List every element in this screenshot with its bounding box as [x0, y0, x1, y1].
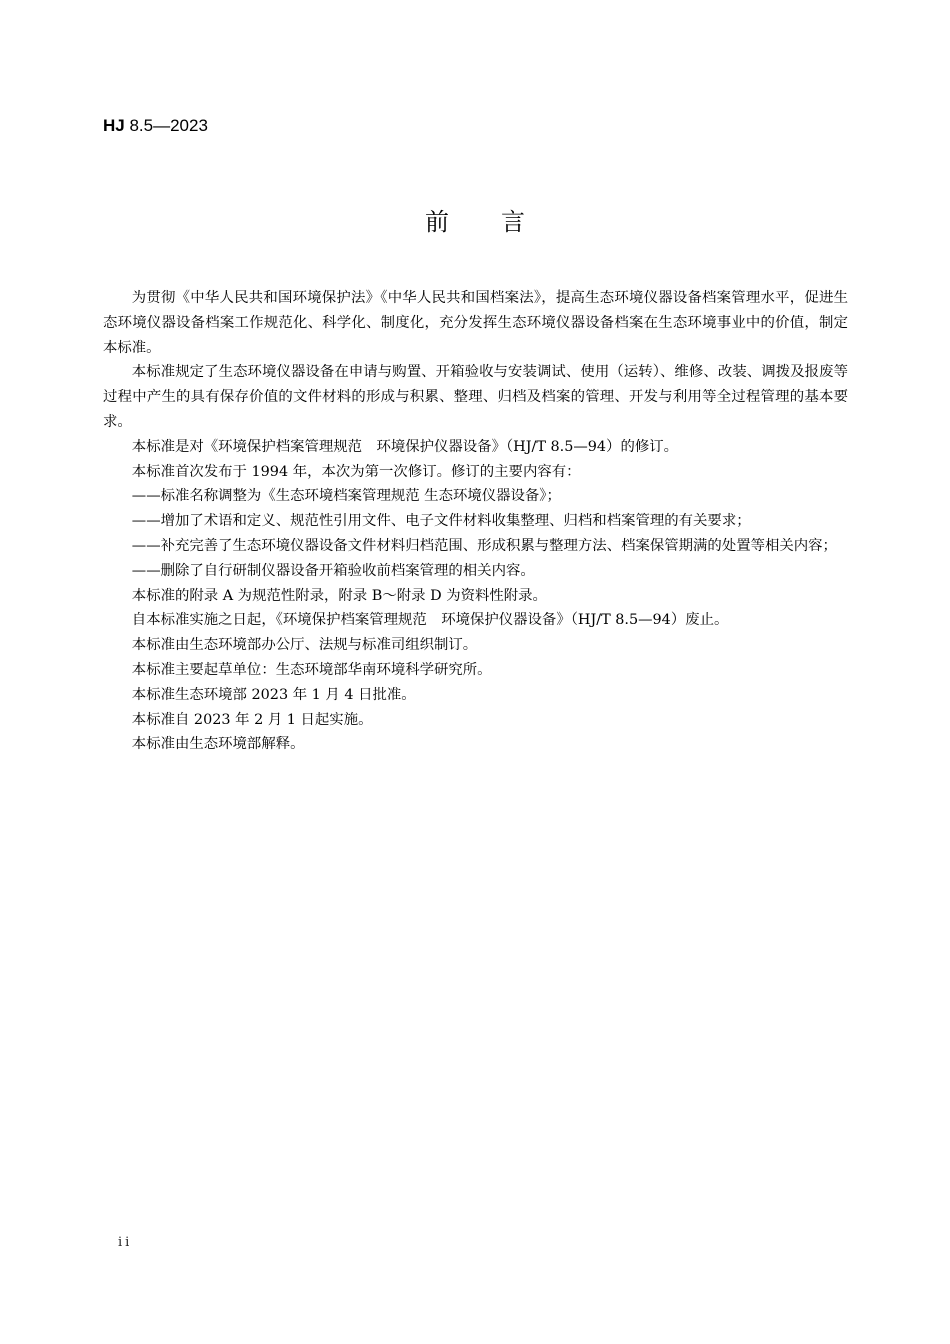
- list-item-change-1: ——标准名称调整为《生态环境档案管理规范 生态环境仪器设备》；: [131, 488, 561, 505]
- page-title: [0, 205, 950, 239]
- paragraph-first-published: 本标准首次发布于 1994 年，本次为第一次修订。修订的主要内容有：: [131, 463, 581, 480]
- paragraph-organizer: 本标准由生态环境部办公厅、法规与标准司组织制订。: [131, 637, 478, 654]
- standard-code-number: 8.5—2023: [124, 116, 208, 135]
- paragraph-appendices: 本标准的附录 A 为规范性附录，附录 B～附录 D 为资料性附录。: [131, 587, 547, 604]
- paragraph-interpretation: 本标准由生态环境部解释。: [131, 736, 305, 753]
- page-number: ii: [118, 1235, 133, 1250]
- list-item-change-4: ——删除了自行研制仪器设备开箱验收前档案管理的相关内容。: [131, 562, 535, 579]
- paragraph-revision-of: 本标准是对《环境保护档案管理规范 环境保护仪器设备》（HJ/T 8.5—94）的修订。: [131, 438, 679, 455]
- standard-code-prefix: HJ: [103, 116, 125, 135]
- paragraph-approval-date: 本标准生态环境部 2023 年 1 月 4 日批准。: [131, 686, 416, 703]
- list-item-change-2: ——增加了术语和定义、规范性引用文件、电子文件材料收集整理、归档和档案管理的有关要求；: [131, 513, 751, 530]
- paragraph-scope: 本标准规定了生态环境仪器设备在申请与购置、开箱验收与安装调试、使用（运转）、维修、改装、调拨及报废等过程中产生的具有保存价值的文件材料的形成与积累、整理、归档及档案的管理、开发与利用等全过程管理的基本要求。: [103, 364, 848, 430]
- foreword-body: [103, 286, 848, 757]
- paragraph-purpose: 为贯彻《中华人民共和国环境保护法》《中华人民共和国档案法》，提高生态环境仪器设备档案管理水平，促进生态环境仪器设备档案工作规范化、科学化、制度化，充分发挥生态环境仪器设备档案在生态环境事业中的价值，制定本标准。: [103, 290, 848, 356]
- paragraph-drafting-unit: 本标准主要起草单位：生态环境部华南环境科学研究所。: [131, 661, 492, 678]
- paragraph-repeal: 自本标准实施之日起，《环境保护档案管理规范 环境保护仪器设备》（HJ/T 8.5—94）废止。: [131, 612, 729, 629]
- paragraph-effective-date: 本标准自 2023 年 2 月 1 日起实施。: [131, 711, 373, 728]
- page-title-char-1: 前: [425, 208, 449, 236]
- list-item-change-3: ——补充完善了生态环境仪器设备文件材料归档范围、形成积累与整理方法、档案保管期满的处置等相关内容；: [131, 537, 837, 554]
- page-title-char-2: 言: [501, 208, 525, 236]
- standard-code-header: [103, 116, 208, 136]
